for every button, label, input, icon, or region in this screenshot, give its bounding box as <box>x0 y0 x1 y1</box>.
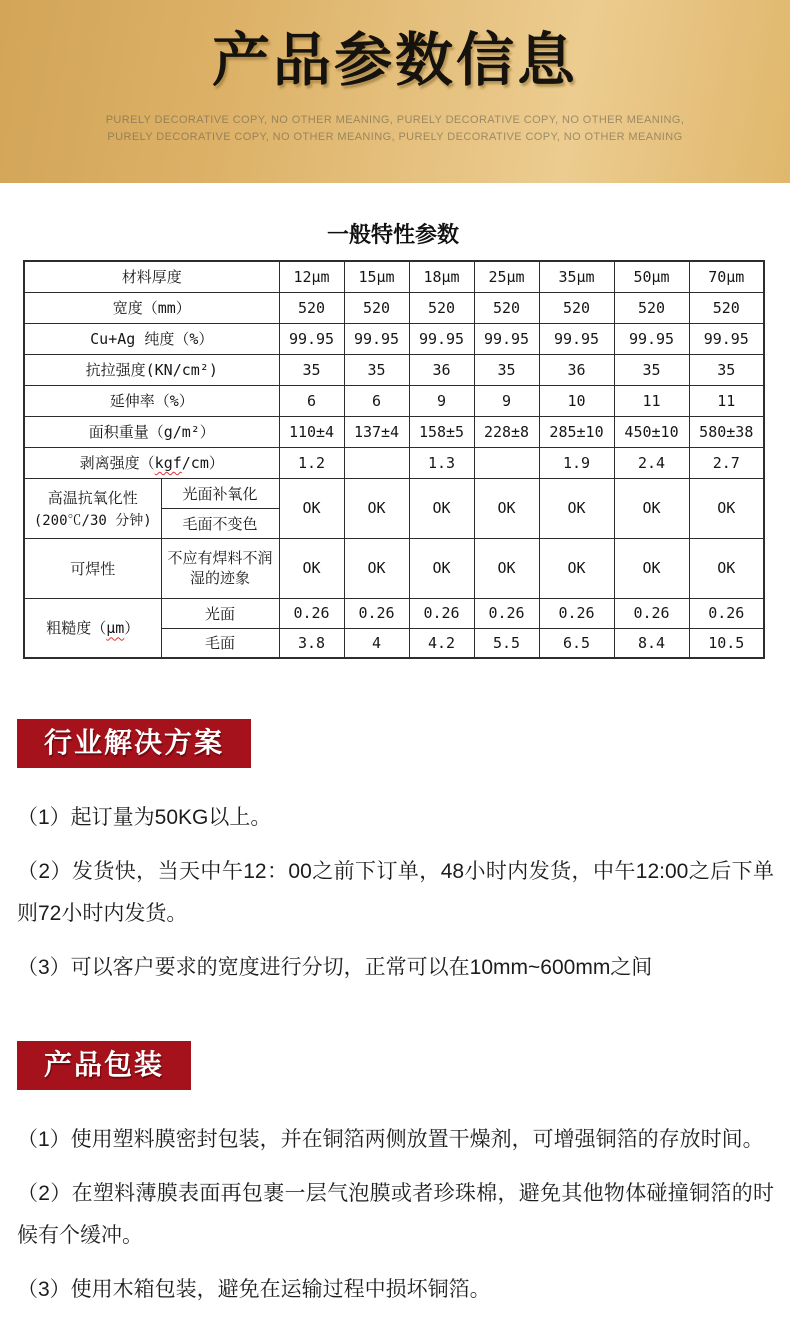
table-cell: OK <box>279 478 344 538</box>
table-cell: 3.8 <box>279 628 344 658</box>
table-cell: OK <box>689 538 764 598</box>
table-cell: 12µm <box>279 261 344 292</box>
table-cell: 520 <box>539 292 614 323</box>
table-row-width <box>24 292 764 323</box>
table-cell: 0.26 <box>409 598 474 628</box>
table-cell: 4.2 <box>409 628 474 658</box>
table-cell: OK <box>689 478 764 538</box>
table-cell: 6 <box>344 385 409 416</box>
table-cell: 0.26 <box>279 598 344 628</box>
table-cell: 0.26 <box>614 598 689 628</box>
table-cell: 520 <box>279 292 344 323</box>
table-row-thickness <box>24 261 764 292</box>
row-label: 宽度（mm） <box>24 292 279 323</box>
table-cell: 70µm <box>689 261 764 292</box>
table-cell: OK <box>279 538 344 598</box>
label-text-wavy: kgf <box>154 454 182 472</box>
table-row-elongation <box>24 385 764 416</box>
table-cell: 520 <box>689 292 764 323</box>
spec-table-title: 一般特性参数 <box>326 222 459 247</box>
section-banner-packaging: 产品包装 <box>17 1041 191 1090</box>
row-sublabel: 毛面不变色 <box>161 508 279 538</box>
table-row-purity <box>24 323 764 354</box>
table-cell: 520 <box>344 292 409 323</box>
table-cell: 158±5 <box>409 416 474 447</box>
table-row-area-weight <box>24 416 764 447</box>
table-cell: OK <box>539 538 614 598</box>
row-sublabel: 光面 <box>161 598 279 628</box>
table-cell: 15µm <box>344 261 409 292</box>
table-cell: 8.4 <box>614 628 689 658</box>
table-cell: 35 <box>474 354 539 385</box>
row-label <box>24 447 279 478</box>
table-cell: 4 <box>344 628 409 658</box>
table-cell: 25µm <box>474 261 539 292</box>
table-cell: 35 <box>279 354 344 385</box>
label-line1: 高温抗氧化性 <box>47 488 138 507</box>
row-sublabel <box>161 538 279 598</box>
label-text: /cm） <box>181 454 224 472</box>
table-cell: 36 <box>539 354 614 385</box>
table-cell: OK <box>344 538 409 598</box>
table-cell: 137±4 <box>344 416 409 447</box>
table-row-roughness-1 <box>24 598 764 628</box>
table-cell: 9 <box>409 385 474 416</box>
table-cell <box>344 447 409 478</box>
row-label: 面积重量（g/m²） <box>24 416 279 447</box>
list-item: （2）发货快，当天中午12：00之前下订单，48小时内发货，中午12:00之后下单则72小时内发货。 <box>17 860 774 925</box>
table-cell: 110±4 <box>279 416 344 447</box>
table-cell: 18µm <box>409 261 474 292</box>
table-row-solderability <box>24 538 764 598</box>
table-row-tensile <box>24 354 764 385</box>
table-cell: 99.95 <box>409 323 474 354</box>
row-label: 抗拉强度(KN/cm²) <box>24 354 279 385</box>
table-cell: OK <box>474 538 539 598</box>
table-cell: 580±38 <box>689 416 764 447</box>
table-cell: 1.3 <box>409 447 474 478</box>
table-cell: 450±10 <box>614 416 689 447</box>
solutions-item-list <box>17 797 774 989</box>
table-cell: 9 <box>474 385 539 416</box>
table-row-peel-strength <box>24 447 764 478</box>
section-banner-solutions: 行业解决方案 <box>17 719 251 768</box>
table-cell: OK <box>409 478 474 538</box>
label-text: ） <box>124 619 140 638</box>
table-cell <box>474 447 539 478</box>
table-cell: 11 <box>689 385 764 416</box>
label-text: 剥离强度（ <box>79 454 155 472</box>
row-label <box>24 478 161 538</box>
table-cell: OK <box>474 478 539 538</box>
table-cell: 10.5 <box>689 628 764 658</box>
table-cell: 35 <box>689 354 764 385</box>
table-cell: 99.95 <box>689 323 764 354</box>
table-cell: 35 <box>344 354 409 385</box>
table-cell: 5.5 <box>474 628 539 658</box>
table-cell: 285±10 <box>539 416 614 447</box>
table-cell: OK <box>614 538 689 598</box>
table-cell: 35µm <box>539 261 614 292</box>
table-cell: 35 <box>614 354 689 385</box>
table-cell: 99.95 <box>474 323 539 354</box>
table-cell: 99.95 <box>279 323 344 354</box>
table-cell: OK <box>614 478 689 538</box>
label-text-wavy: µm <box>106 619 125 638</box>
table-cell: 0.26 <box>689 598 764 628</box>
sublabel-text: 不应有焊料不润湿的迹象 <box>167 549 273 587</box>
table-cell: 1.9 <box>539 447 614 478</box>
table-cell: 228±8 <box>474 416 539 447</box>
row-label: 材料厚度 <box>24 261 279 292</box>
table-cell: 0.26 <box>344 598 409 628</box>
list-item: （1）起订量为50KG以上。 <box>17 806 272 829</box>
table-cell: 520 <box>614 292 689 323</box>
table-cell: 99.95 <box>539 323 614 354</box>
list-item: （3）使用木箱包装，避免在运输过程中损坏铜箔。 <box>17 1278 491 1301</box>
label-text: 粗糙度（ <box>46 619 107 638</box>
packaging-item-list <box>17 1119 774 1311</box>
table-cell: 99.95 <box>614 323 689 354</box>
table-cell: 520 <box>474 292 539 323</box>
row-label: 可焊性 <box>24 538 161 598</box>
table-cell: 11 <box>614 385 689 416</box>
row-sublabel: 光面补氧化 <box>161 478 279 508</box>
table-cell: OK <box>539 478 614 538</box>
table-cell: OK <box>409 538 474 598</box>
row-label: Cu+Ag 纯度（%） <box>24 323 279 354</box>
row-label: 延伸率（%） <box>24 385 279 416</box>
table-cell: 36 <box>409 354 474 385</box>
row-sublabel: 毛面 <box>161 628 279 658</box>
row-label <box>24 598 161 658</box>
decorative-copy: PURELY DECORATIVE COPY, NO OTHER MEANING, PURELY DECORATIVE COPY, NO OTHER MEANING, PURELY DECORATIVE COPY, NO OTHER MEANING, PURELY DECORATIVE COPY, NO OTHER MEANING <box>105 114 685 143</box>
list-item: （3）可以客户要求的宽度进行分切，正常可以在10mm~600mm之间 <box>17 956 653 979</box>
table-cell: 520 <box>409 292 474 323</box>
spec-table <box>23 260 765 659</box>
table-cell: 1.2 <box>279 447 344 478</box>
table-cell: 6 <box>279 385 344 416</box>
table-cell: 99.95 <box>344 323 409 354</box>
table-row-oxidation-1 <box>24 478 764 508</box>
table-cell: 0.26 <box>539 598 614 628</box>
list-item: （2）在塑料薄膜表面再包裹一层气泡膜或者珍珠棉，避免其他物体碰撞铜箔的时候有个缓冲。 <box>17 1182 774 1247</box>
list-item: （1）使用塑料膜密封包装，并在铜箔两侧放置干燥剂，可增强铜箔的存放时间。 <box>17 1128 764 1151</box>
table-cell: 0.26 <box>474 598 539 628</box>
page-title: 产品参数信息 <box>211 28 578 93</box>
table-cell: 6.5 <box>539 628 614 658</box>
label-line2: (200℃/30 分钟) <box>33 512 152 529</box>
table-cell: 2.4 <box>614 447 689 478</box>
table-cell: 10 <box>539 385 614 416</box>
table-cell: OK <box>344 478 409 538</box>
table-cell: 50µm <box>614 261 689 292</box>
table-cell: 2.7 <box>689 447 764 478</box>
hero-header <box>0 0 790 183</box>
